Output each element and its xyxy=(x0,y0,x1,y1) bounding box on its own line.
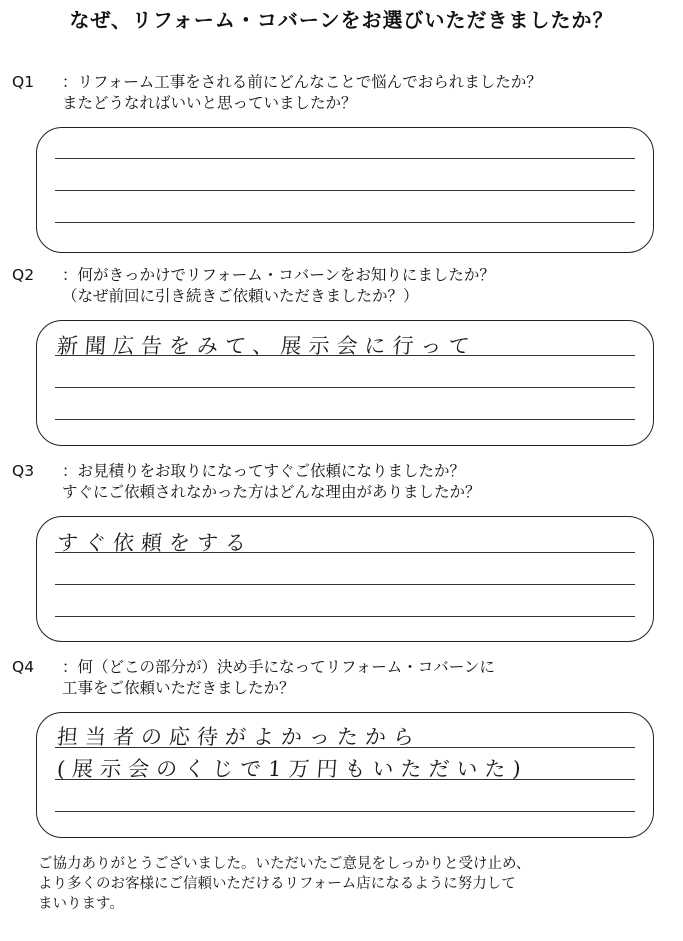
question-number: Q2 xyxy=(12,266,35,284)
question-1 xyxy=(12,72,542,114)
closing-line: ご協力ありがとうございました。いただいたご意見をしっかりと受け止め、 xyxy=(38,856,531,872)
question-number: Q1 xyxy=(12,73,35,91)
handwritten-answer: すぐ依頼をする xyxy=(56,531,254,555)
page-title: なぜ、リフォーム・コバーンをお選びいただきましたか？ xyxy=(69,8,614,32)
question-3 xyxy=(12,461,481,503)
question-text: ：リフォーム工事をされる前にどんなことで悩んでおられましたか？ xyxy=(62,73,542,91)
answer-line xyxy=(55,584,635,585)
answer-line xyxy=(55,811,635,812)
closing-message xyxy=(38,854,530,914)
answer-line xyxy=(55,419,635,420)
question-text: ：お見積りをお取りになってすぐご依頼になりましたか？ xyxy=(62,462,466,480)
answer-line xyxy=(55,387,635,388)
question-number: Q4 xyxy=(12,658,35,676)
answer-line xyxy=(55,158,635,159)
question-subtext: （なぜ前回に引き続きご依頼いただきましたか？） xyxy=(62,287,419,305)
question-subtext: 工事をご依頼いただきましたか？ xyxy=(62,679,295,697)
answer-line xyxy=(55,616,635,617)
handwritten-answer: 新聞広告をみて、展示会に行って xyxy=(56,334,478,358)
question-4 xyxy=(12,657,495,699)
question-subtext: またどうなればいいと思っていましたか？ xyxy=(62,94,357,112)
answer-box-2[interactable] xyxy=(36,320,654,446)
answer-box-1[interactable] xyxy=(36,127,654,253)
question-text: ：何（どこの部分が）決め手になってリフォーム・コバーンに xyxy=(62,658,495,676)
handwritten-answer: 担当者の応待がよかったから xyxy=(56,725,422,749)
question-subtext: すぐにご依頼されなかった方はどんな理由がありましたか？ xyxy=(62,483,481,501)
answer-line xyxy=(55,222,635,223)
question-number: Q3 xyxy=(12,462,35,480)
answer-box-4[interactable] xyxy=(36,712,654,838)
answer-box-3[interactable] xyxy=(36,516,654,642)
answer-line xyxy=(55,747,635,748)
question-text: ：何がきっかけでリフォーム・コバーンをお知りにましたか？ xyxy=(62,266,495,284)
answer-line xyxy=(55,190,635,191)
answer-line xyxy=(55,355,635,356)
answer-line xyxy=(55,779,635,780)
answer-line xyxy=(55,552,635,553)
closing-line: より多くのお客様にご信頼いただけるリフォーム店になるように努力して xyxy=(38,876,516,892)
handwritten-answer: (展示会のくじで1万円もいただいた) xyxy=(56,757,529,781)
question-2 xyxy=(12,265,495,307)
closing-line: まいります。 xyxy=(38,896,124,912)
